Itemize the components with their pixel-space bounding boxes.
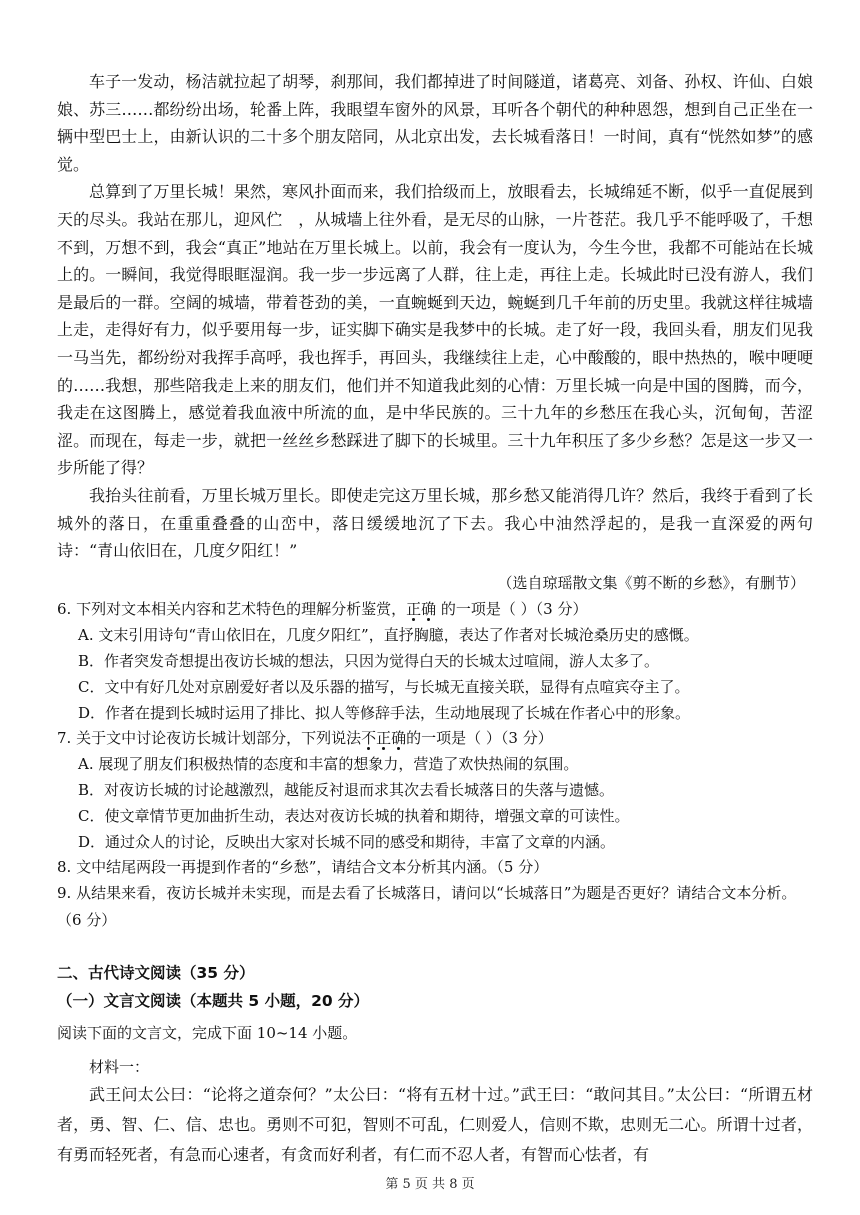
classical-text: 武王问太公曰：“论将之道奈何？”太公曰：“将有五材十过。”武王曰：“敢问其目。”太公曰：“所谓五材者，勇、智、仁、信、忠也。勇则不可犯，智则不可乱，仁则爱人，信则不欺，忠则无二心。所谓十过者，有勇而轻死者，有急而心速者，有贪而好利者，有仁而不忍人者，有智而心怯者，有 bbox=[57, 1084, 813, 1164]
page-footer: 第 5 页 共 8 页 bbox=[385, 1177, 475, 1192]
section-spacer bbox=[57, 934, 813, 960]
page-content bbox=[57, 68, 813, 1170]
emphasis-char: 确 bbox=[421, 599, 437, 618]
material-label: 材料一： bbox=[89, 1057, 150, 1076]
question-6 bbox=[57, 597, 813, 622]
passage-paragraph-2: 总算到了万里长城！果然，寒风扑面而来，我们拾级而上，放眼看去，长城绵延不断，似乎一直促展到天的尽头。我站在那儿，迎风伫 ，从城墙上往外看，是无尽的山脉，一片苍茫。我几乎不能呼吸了，千想不到，万想不到，我会“真正”地站在万里长城上。以前，我会有一度认为，今生今世，我都不可能站在长城上的。一瞬间，我觉得眼眶湿润。我一步一步远离了人群，往上走，再往上走。长城此时已没有游人，我们是最后的一群。空阔的城墙，带着苍劲的美，一直蜿蜒到天边，蜿蜒到几千年前的历史里。我就这样往城墙上走，走得好有力，似乎要用每一步，证实脚下确实是我梦中的长城。走了好一段，我回头看，朋友们见我一马当先，都纷纷对我挥手高呼，我也挥手，再回头，我继续往上走，心中酸酸的，眼中热热的，喉中哽哽的……我想，那些陪我走上来的朋友们，他们并不知道我此刻的心情：万里长城一向是中国的图腾，而今，我走在这图腾上，感觉着我血液中所流的血，是中华民族的。三十九年的乡愁压在我心头，沉甸甸，苦涩涩。而现在，每走一步，就把一丝丝乡愁踩进了脚下的长城里。三十九年积压了多少乡愁？怎是这一步又一步所能了得？ bbox=[57, 182, 813, 478]
section-subheading: （一）文言文阅读（本题共 5 小题，20 分） bbox=[57, 991, 370, 1010]
emphasis-char: 正 bbox=[376, 728, 392, 747]
question-6-option-d: D．作者在提到长城时运用了排比、拟人等修辞手法，生动地展现了长城在作者心中的形象。 bbox=[78, 703, 691, 722]
question-7-option-c: C．使文章情节更加曲折生动，表达对夜访长城的执着和期待，增强文章的可读性。 bbox=[78, 806, 630, 825]
question-6-option-a: A. 文末引用诗句“青山依旧在，几度夕阳红”，直抒胸臆，表达了作者对长城沧桑历史的感慨。 bbox=[78, 625, 699, 644]
question-6-option-c: C．文中有好几处对京剧爱好者以及乐器的描写，与长城无直接关联，显得有点喧宾夺主了。 bbox=[78, 677, 690, 696]
emphasis-char: 确 bbox=[391, 728, 407, 747]
question-7-tail: 的一项是（ ）（3 分） bbox=[406, 728, 553, 747]
passage-paragraph-3: 我抬头往前看，万里长城万里长。即使走完这万里长城，那乡愁又能消得几许？然后，我终于看到了长城外的落日，在重重叠叠的山峦中，落日缓缓地沉了下去。我心中油然浮起的，是我一直深爱的两句诗：“青山依旧在，几度夕阳红！” bbox=[57, 485, 813, 561]
emphasis-char: 不 bbox=[361, 728, 377, 747]
passage-source: （选自琼瑶散文集《剪不断的乡愁》，有删节） bbox=[497, 573, 805, 592]
question-7 bbox=[57, 726, 813, 751]
question-7-option-b: B．对夜访长城的讨论越激烈，越能反衬退而求其次去看长城落日的失落与遗憾。 bbox=[78, 780, 615, 799]
question-6-tail: 的一项是（ ）（3 分） bbox=[436, 599, 588, 618]
emphasis-char: 正 bbox=[406, 599, 422, 618]
question-8: 8. 文中结尾两段一再提到作者的“乡愁”，请结合文本分析其内涵。（5 分） bbox=[57, 857, 549, 876]
question-6-option-b: B．作者突发奇想提出夜访长城的想法，只因为觉得白天的长城太过喧闹，游人太多了。 bbox=[78, 651, 660, 670]
passage-paragraph-1: 车子一发动，杨洁就拉起了胡琴，刹那间，我们都掉进了时间隧道，诸葛亮、刘备、孙权、许仙、白娘娘、苏三……都纷纷出场，轮番上阵，我眼望车窗外的风景，耳听各个朝代的种种恩怨，想到自己正坐在一辆中型巴士上，由新认识的二十多个朋友陪同，从北京出发，去长城看落日！一时间，真有“恍然如梦”的感觉。 bbox=[57, 72, 813, 174]
question-7-option-d: D．通过众人的讨论，反映出大家对长城不同的感受和期待，丰富了文章的内涵。 bbox=[78, 832, 616, 851]
question-6-stem: 6. 下列对文本相关内容和艺术特色的理解分析鉴赏， bbox=[57, 599, 407, 618]
question-7-stem: 7. 关于文中讨论夜访长城计划部分，下列说法 bbox=[57, 728, 362, 747]
reading-instruction: 阅读下面的文言文，完成下面 10~14 小题。 bbox=[57, 1023, 358, 1042]
section-heading: 二、古代诗文阅读（35 分） bbox=[57, 963, 255, 982]
question-7-option-a: A. 展现了朋友们积极热情的态度和丰富的想象力，营造了欢快热闹的氛围。 bbox=[78, 754, 579, 773]
question-9: 9. 从结果来看，夜访长城并未实现，而是去看了长城落日，请问以“长城落日”为题是否更好？请结合文本分析。（6 分） bbox=[57, 883, 797, 929]
